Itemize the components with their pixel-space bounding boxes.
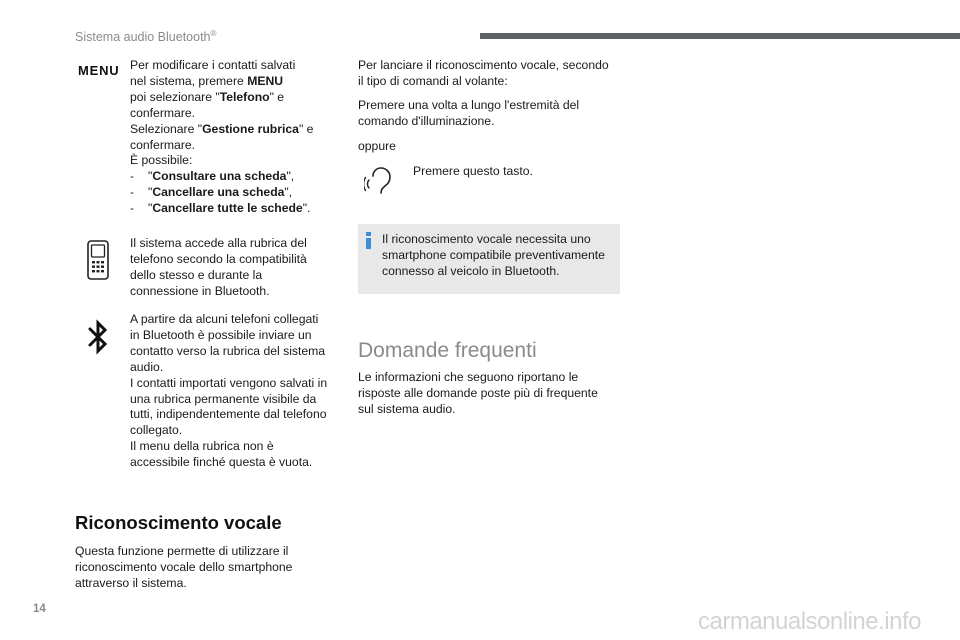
page-number: 14 (33, 603, 46, 615)
phone-icon (86, 240, 110, 280)
voice-command-icon (364, 166, 398, 196)
voice-launch-step1: Premere una volta a lungo l'estremità del comando d'illuminazione. (358, 98, 580, 128)
phonebook-text: Il sistema accede alla rubrica del telefono secondo la compatibilità dello stesso e durante la connessione in Bluetooth. (130, 236, 307, 298)
info-icon (366, 232, 371, 249)
press-key-text: Premere questo tasto. (413, 164, 533, 178)
voice-recognition-intro: Questa funzione permette di utilizzare il riconoscimento vocale dello smartphone attraverso il sistema. (75, 544, 293, 590)
edit-contacts-text: Per modificare i contatti salvati nel sistema, premere MENU poi selezionare "Telefono" e confermare. Selezionare "Gestione rubrica" e confermare. È possibile: - "Consultare una scheda", - "Cancellare una scheda", - "Cancellare tutte le schede". (130, 58, 350, 217)
option-item: - "Consultare una scheda", (130, 169, 295, 184)
page-header-title: Sistema audio Bluetooth® (75, 29, 217, 45)
menu-key-label: MENU (78, 63, 120, 78)
section-title-voice-recognition: Riconoscimento vocale (75, 512, 282, 533)
info-box (358, 224, 620, 294)
option-item: - "Cancellare una scheda", (130, 185, 293, 200)
option-item: - "Cancellare tutte le schede". (130, 201, 311, 216)
registered-mark: ® (210, 29, 217, 38)
faq-title: Domande frequenti (358, 339, 537, 362)
bluetooth-icon (86, 318, 110, 356)
faq-body: Le informazioni che seguono riportano le risposte alle domande poste più di frequente sul sistema audio. (358, 370, 598, 416)
info-text: Il riconoscimento vocale necessita uno smartphone compatibile preventivamente connesso al veicolo in Bluetooth. (382, 232, 605, 278)
voice-launch-intro: Per lanciare il riconoscimento vocale, secondo il tipo di comandi al volante: (358, 58, 609, 88)
or-text: oppure (358, 139, 396, 153)
bluetooth-note-text: A partire da alcuni telefoni collegati in Bluetooth è possibile inviare un contatto verso la rubrica del sistema audio. I contatti importati vengono salvati in una rubrica permanente visibile da tutti, indipendentemente dal telefono collegato. Il menu della rubrica non è accessibile finché questa è vuota. (130, 312, 328, 470)
header-bar (480, 33, 960, 39)
watermark: carmanualsonline.info (698, 608, 921, 635)
